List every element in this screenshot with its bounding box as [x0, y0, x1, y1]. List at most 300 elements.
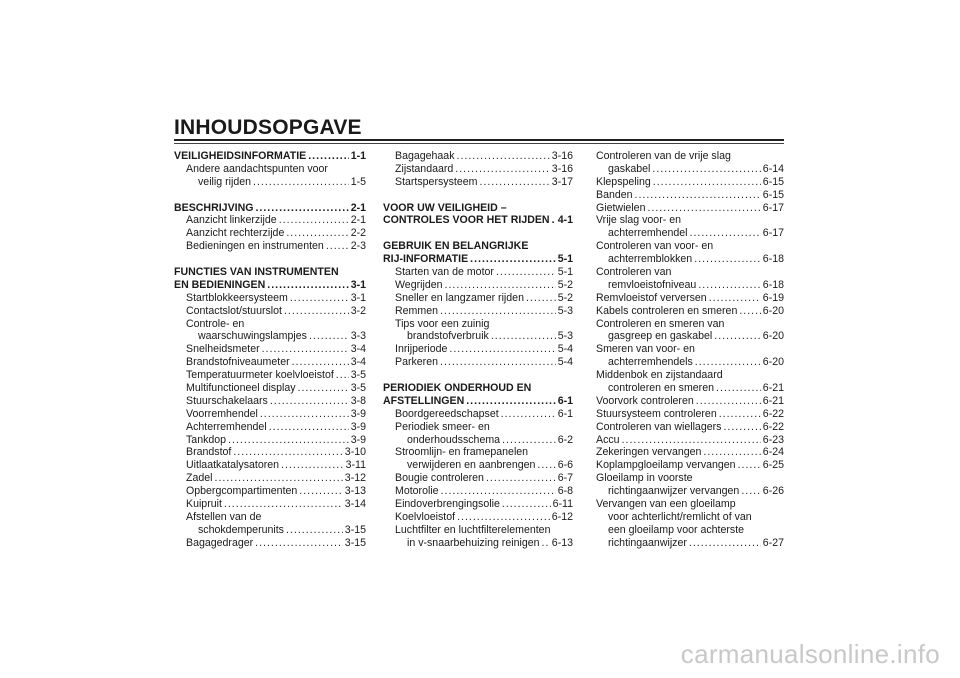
toc-page-number: 3-8 — [350, 394, 366, 407]
dot-leader — [696, 395, 761, 408]
toc-entry-text: Klepspeling — [596, 175, 651, 188]
dot-leader — [537, 459, 555, 472]
toc-page-number: 3-3 — [350, 330, 366, 343]
dot-leader — [703, 446, 760, 459]
toc-entry-text: achterremhendels — [608, 356, 693, 369]
toc-entry-text: BESCHRIJVING — [174, 201, 254, 214]
toc-page-number: 6-17 — [762, 227, 784, 240]
toc-entry-text: Accu — [596, 433, 620, 446]
toc-page-number: 1-5 — [350, 175, 366, 188]
toc-entry-text: EN BEDIENINGEN — [174, 278, 266, 291]
dot-leader — [262, 343, 349, 356]
dot-leader — [255, 202, 348, 215]
dot-leader — [309, 330, 349, 343]
page-title: INHOUDSOPGAVE — [174, 116, 362, 139]
toc-entry — [174, 421, 366, 434]
dot-leader — [215, 472, 343, 485]
toc-entry-text: Eindoverbrengingsolie — [395, 498, 500, 511]
toc-spacer — [383, 189, 573, 202]
dot-leader — [719, 408, 761, 421]
dot-leader — [286, 524, 343, 537]
dot-leader — [690, 227, 761, 240]
toc-section-heading — [383, 253, 573, 266]
dot-leader — [281, 459, 344, 472]
dot-leader — [470, 253, 556, 266]
toc-entry-text: Luchtfilter en luchtfilterelementen — [395, 523, 551, 536]
toc-entry — [596, 318, 784, 331]
toc-entry — [174, 227, 366, 240]
dot-leader — [741, 485, 760, 498]
toc-page-number: 2-1 — [350, 214, 366, 227]
dot-leader — [269, 421, 349, 434]
toc-entry-text: Boordgereedschapset — [395, 407, 499, 420]
toc-entry-text: Aanzicht linkerzijde — [186, 214, 277, 227]
dot-leader — [267, 279, 348, 292]
toc-entry-text: Periodiek smeer- en — [395, 420, 490, 433]
toc-entry-text: FUNCTIES VAN INSTRUMENTEN — [174, 266, 339, 279]
toc-entry-text: Kuipruit — [186, 498, 222, 511]
toc-entry — [596, 524, 784, 537]
toc-entry-text: schokdemperunits — [198, 523, 284, 536]
dot-leader — [739, 305, 760, 318]
toc-entry — [596, 382, 784, 395]
toc-page-number: 5-1 — [557, 266, 573, 279]
toc-entry-text: Tankdop — [186, 433, 227, 446]
dot-leader — [253, 176, 349, 189]
toc-entry — [596, 202, 784, 215]
toc-entry-text: Multifunctioneel display — [186, 382, 296, 395]
dot-leader — [723, 421, 760, 434]
toc-entry — [596, 369, 784, 382]
toc-entry — [596, 266, 784, 279]
toc-entry — [383, 150, 573, 163]
toc-entry-text: Controleren van — [596, 266, 672, 279]
toc-entry — [596, 537, 784, 550]
toc-entry — [596, 511, 784, 524]
toc-entry — [174, 485, 366, 498]
dot-leader — [716, 382, 761, 395]
toc-entry — [174, 395, 366, 408]
toc-entry — [596, 292, 784, 305]
dot-leader — [486, 472, 556, 485]
toc-entry-text: Tips voor een zuinig — [395, 317, 490, 330]
toc-entry-text: Zadel — [186, 472, 213, 485]
toc-entry — [383, 524, 573, 537]
toc-page-number: 2-2 — [350, 227, 366, 240]
dot-leader — [455, 163, 550, 176]
toc-page-number: 3-1 — [350, 278, 366, 291]
toc-page-number: 6-20 — [762, 304, 784, 317]
toc-entry — [596, 472, 784, 485]
toc-entry-text: Uitlaatkatalysatoren — [186, 459, 280, 472]
toc-entry-text: Koplampgloeilamp vervangen — [596, 459, 736, 472]
toc-page-number: 1-1 — [350, 150, 366, 162]
toc-entry — [383, 266, 573, 279]
dot-leader — [635, 189, 761, 202]
toc-entry — [383, 434, 573, 447]
toc-entry-text: Controleren van wiellagers — [596, 420, 722, 433]
dot-leader — [286, 227, 348, 240]
toc-column-3 — [596, 150, 784, 550]
toc-entry-text: Aanzicht rechterzijde — [186, 227, 285, 240]
toc-page-number: 6-13 — [551, 536, 573, 549]
toc-entry — [174, 176, 366, 189]
dot-leader — [496, 266, 556, 279]
toc-entry-text: Starten van de motor — [395, 266, 494, 279]
toc-entry — [596, 253, 784, 266]
toc-entry-text: Remmen — [395, 304, 438, 317]
toc-entry — [383, 305, 573, 318]
dot-leader — [738, 459, 761, 472]
watermark: carmanualsonline.info — [680, 639, 940, 669]
toc-entry-text: Vervangen van een gloeilamp — [596, 498, 736, 511]
toc-entry — [383, 176, 573, 189]
toc-entry — [596, 408, 784, 421]
toc-page-number: 3-2 — [350, 304, 366, 317]
toc-entry-text: waarschuwingslampjes — [198, 330, 307, 343]
toc-entry-text: Controleren van de vrije slag — [596, 150, 731, 162]
toc-entry — [174, 163, 366, 176]
toc-entry — [596, 150, 784, 163]
toc-page-number: 3-11 — [345, 459, 366, 472]
dot-leader — [466, 395, 555, 408]
toc-entry — [383, 356, 573, 369]
dot-leader — [290, 292, 349, 305]
toc-entry-text: Startblokkeersysteem — [186, 291, 288, 304]
toc-page-number: 5-4 — [557, 343, 573, 356]
title-rule — [174, 139, 784, 141]
toc-page-number: 3-4 — [350, 356, 366, 369]
dot-leader — [440, 356, 556, 369]
dot-leader — [502, 498, 551, 511]
toc-entry — [596, 163, 784, 176]
toc-entry-text: een gloeilamp voor achterste — [608, 523, 745, 536]
toc-entry-text: achterremhendel — [608, 227, 688, 240]
toc-page-number: 6-1 — [557, 394, 573, 407]
toc-spacer — [383, 369, 573, 382]
toc-column-2 — [383, 150, 573, 550]
toc-entry-text: Bagagedrager — [186, 536, 254, 549]
toc-entry-text: Bedieningen en instrumenten — [186, 240, 324, 253]
toc-page-number: 3-16 — [551, 150, 573, 162]
toc-page-number: 3-12 — [344, 472, 366, 485]
dot-leader — [260, 408, 349, 421]
toc-entry — [383, 537, 573, 550]
toc-entry — [174, 369, 366, 382]
toc-section-heading — [383, 214, 573, 227]
dot-leader — [622, 434, 761, 447]
toc-page-number: 6-20 — [762, 356, 784, 369]
toc-page-number: 3-5 — [350, 369, 366, 382]
toc-page-number: 3-5 — [350, 382, 366, 395]
toc-entry-text: Bougie controleren — [395, 472, 484, 485]
toc-section-heading — [383, 382, 573, 395]
toc-entry-text: Zekeringen vervangen — [596, 446, 702, 459]
toc-entry — [383, 408, 573, 421]
toc-page-number: 5-1 — [557, 253, 573, 266]
toc-entry — [383, 292, 573, 305]
dot-leader — [308, 150, 348, 163]
dot-leader — [445, 279, 556, 292]
dot-leader — [292, 356, 349, 369]
toc-page-number: 6-11 — [552, 498, 573, 511]
toc-entry — [174, 356, 366, 369]
toc-entry-text: achterremblokken — [608, 253, 693, 266]
toc-entry — [596, 279, 784, 292]
toc-page-number: 3-4 — [350, 343, 366, 356]
toc-section-heading — [383, 240, 573, 253]
toc-entry-text: VOOR UW VEILIGHEID – — [383, 201, 507, 214]
toc-entry-text: Voorremhendel — [186, 407, 258, 420]
toc-column-1 — [174, 150, 366, 550]
toc-section-heading — [174, 150, 366, 163]
toc-page-number: 6-25 — [762, 459, 784, 472]
toc-entry — [596, 498, 784, 511]
toc-entry-text: Stroomlijn- en framepanelen — [395, 446, 529, 459]
toc-page-number: 6-15 — [762, 175, 784, 188]
toc-page-number: 6-17 — [762, 201, 784, 214]
toc-entry — [383, 279, 573, 292]
dot-leader — [336, 369, 349, 382]
toc-page-number: 2-3 — [350, 240, 366, 253]
toc-page-number: 5-2 — [557, 291, 573, 304]
toc-page-number: 6-12 — [551, 510, 573, 523]
toc-entry-text: Brandstof — [186, 446, 232, 459]
toc-entry-text: AFSTELLINGEN — [383, 394, 465, 407]
toc-entry-text: GEBRUIK EN BELANGRIJKE — [383, 240, 529, 253]
toc-page-number: 6-23 — [762, 433, 784, 446]
toc-page-number: 3-14 — [344, 498, 366, 511]
toc-page-number: 6-19 — [762, 291, 784, 304]
toc-page-number: 6-18 — [762, 278, 784, 291]
toc-entry — [596, 356, 784, 369]
toc-page-number: 3-15 — [344, 536, 366, 549]
toc-entry-text: Koelvloeistof — [395, 510, 456, 523]
toc-page-number: 6-22 — [762, 420, 784, 433]
toc-entry — [383, 318, 573, 331]
toc-entry-text: Parkeren — [395, 356, 438, 369]
toc-entry-text: Stuurschakelaars — [186, 394, 268, 407]
dot-leader — [709, 292, 761, 305]
toc-entry — [174, 511, 366, 524]
toc-entry — [174, 382, 366, 395]
toc-entry-text: Contactslot/stuurslot — [186, 304, 282, 317]
toc-entry — [596, 214, 784, 227]
toc-page-number: 6-27 — [762, 536, 784, 549]
toc-entry-text: VEILIGHEIDSINFORMATIE — [174, 150, 307, 162]
toc-page-number: 6-2 — [557, 433, 573, 446]
toc-section-heading — [174, 202, 366, 215]
toc-section-heading — [174, 279, 366, 292]
dot-leader — [479, 176, 549, 189]
toc-entry — [174, 318, 366, 331]
toc-entry — [596, 421, 784, 434]
dot-leader — [695, 356, 761, 369]
dot-leader — [714, 330, 761, 343]
toc-entry — [596, 434, 784, 447]
toc-entry-text: Andere aandachtspunten voor — [186, 162, 328, 175]
toc-page-number: 2-1 — [350, 201, 366, 214]
toc-entry — [596, 227, 784, 240]
dot-leader — [457, 511, 550, 524]
toc-entry — [596, 240, 784, 253]
toc-spacer — [383, 227, 573, 240]
toc-page-number: 5-4 — [557, 356, 573, 369]
toc-entry — [174, 408, 366, 421]
toc-entry — [596, 330, 784, 343]
toc-entry — [383, 459, 573, 472]
toc-entry — [174, 472, 366, 485]
toc-entry-text: Gloeilamp in voorste — [596, 472, 693, 485]
dot-leader — [652, 163, 760, 176]
toc-entry-text: Stuursysteem controleren — [596, 407, 717, 420]
toc-page-number: 6-14 — [762, 162, 784, 175]
dot-leader — [255, 537, 343, 550]
dot-leader — [689, 537, 761, 550]
toc-entry — [174, 330, 366, 343]
dot-leader — [502, 434, 556, 447]
toc-page-number: 6-21 — [762, 394, 784, 407]
toc-entry — [383, 330, 573, 343]
dot-leader — [326, 240, 349, 253]
toc-entry — [596, 395, 784, 408]
toc-entry-text: Achterremhendel — [186, 420, 267, 433]
dot-leader — [279, 214, 349, 227]
toc-entry-text: Brandstofniveaumeter — [186, 356, 290, 369]
toc-entry-text: voor achterlicht/remlicht of van — [608, 510, 752, 523]
toc-entry-text: gaskabel — [608, 162, 651, 175]
toc-page-number: 4-1 — [557, 214, 573, 227]
toc-entry — [383, 421, 573, 434]
toc-entry-text: veilig rijden — [198, 175, 251, 188]
toc-page-number: 3-16 — [551, 162, 573, 175]
toc-page-number: 6-26 — [762, 485, 784, 498]
toc-entry — [383, 472, 573, 485]
toc-entry-text: PERIODIEK ONDERHOUD EN — [383, 382, 532, 395]
toc-entry — [174, 446, 366, 459]
toc-entry-text: CONTROLES VOOR HET RIJDEN — [383, 214, 550, 227]
toc-entry — [383, 498, 573, 511]
dot-leader — [228, 434, 349, 447]
toc-entry-text: Controleren van voor- en — [596, 240, 714, 253]
toc-page-number: 3-9 — [350, 407, 366, 420]
toc-entry-text: Snelheidsmeter — [186, 343, 260, 356]
toc-entry-text: verwijderen en aanbrengen — [407, 459, 536, 472]
toc-entry-text: Kabels controleren en smeren — [596, 304, 738, 317]
dot-leader — [299, 485, 343, 498]
toc-spacer — [174, 189, 366, 202]
toc-entry-text: Wegrijden — [395, 278, 443, 291]
dot-leader — [441, 485, 556, 498]
toc-section-heading — [383, 202, 573, 215]
toc-entry — [383, 446, 573, 459]
dot-leader — [552, 214, 556, 227]
dot-leader — [224, 498, 343, 511]
toc-section-heading — [174, 266, 366, 279]
toc-page-number: 3-1 — [350, 291, 366, 304]
toc-entry — [596, 343, 784, 356]
toc-page-number: 6-8 — [557, 485, 573, 498]
toc-entry — [596, 176, 784, 189]
dot-leader — [270, 395, 349, 408]
toc-page-number: 3-9 — [350, 420, 366, 433]
toc-page-number: 5-3 — [557, 330, 573, 343]
toc-page-number: 6-21 — [762, 382, 784, 395]
dot-leader — [542, 537, 550, 550]
toc-page-number: 6-24 — [762, 446, 784, 459]
toc-entry-text: Motorolie — [395, 485, 439, 498]
toc-page-number: 6-18 — [762, 253, 784, 266]
toc-page-number: 6-15 — [762, 188, 784, 201]
toc-entry-text: Middenbok en zijstandaard — [596, 369, 723, 382]
toc-entry-text: richtingaanwijzer — [608, 536, 687, 549]
toc-entry-text: Bagagehaak — [395, 150, 455, 162]
dot-leader — [440, 305, 556, 318]
dot-leader — [233, 446, 342, 459]
toc-page-number: 5-3 — [557, 304, 573, 317]
toc-entry — [596, 459, 784, 472]
toc-page-number: 5-2 — [557, 278, 573, 291]
toc-page-number: 6-22 — [762, 407, 784, 420]
dot-leader — [694, 253, 761, 266]
toc-entry-text: Remvloeistof verversen — [596, 291, 707, 304]
toc-entry — [596, 189, 784, 202]
title-rule-thin — [174, 143, 784, 144]
toc-section-heading — [383, 395, 573, 408]
toc-entry — [174, 524, 366, 537]
toc-entry-text: Startspersysteem — [395, 175, 478, 188]
toc-entry-text: Zijstandaard — [395, 162, 454, 175]
toc-entry — [174, 459, 366, 472]
toc-entry-text: Opbergcompartimenten — [186, 485, 298, 498]
toc-entry-text: Banden — [596, 188, 633, 201]
toc-entry-text: RIJ-INFORMATIE — [383, 253, 469, 266]
toc-page-number: 3-10 — [344, 446, 366, 459]
toc-entry — [383, 343, 573, 356]
toc-entry — [174, 214, 366, 227]
toc-entry-text: Temperatuurmeter koelvloeistof — [186, 369, 334, 382]
toc-page-number: 3-13 — [344, 485, 366, 498]
toc-entry-text: Controle- en — [186, 317, 245, 330]
toc-page-number: 6-1 — [557, 407, 573, 420]
toc-entry-text: remvloeistofniveau — [608, 278, 697, 291]
toc-entry — [596, 485, 784, 498]
toc-entry-text: gasgreep en gaskabel — [608, 330, 713, 343]
toc-entry — [174, 292, 366, 305]
dot-leader — [284, 305, 349, 318]
toc-page-number: 6-6 — [557, 459, 573, 472]
toc-entry-text: Gietwielen — [596, 201, 646, 214]
toc-entry-text: brandstofverbruik — [407, 330, 489, 343]
toc-entry-text: Inrijperiode — [395, 343, 448, 356]
dot-leader — [449, 343, 555, 356]
toc-entry — [383, 485, 573, 498]
toc-entry — [596, 446, 784, 459]
dot-leader — [501, 408, 556, 421]
toc-entry-text: Vrije slag voor- en — [596, 214, 681, 227]
dot-leader — [526, 292, 556, 305]
toc-entry — [174, 240, 366, 253]
dot-leader — [698, 279, 760, 292]
toc-entry-text: Sneller en langzamer rijden — [395, 291, 524, 304]
toc-page-number: 3-17 — [551, 175, 573, 188]
toc-entry-text: richtingaanwijzer vervangen — [608, 485, 740, 498]
toc-entry — [596, 305, 784, 318]
toc-entry-text: Afstellen van de — [186, 510, 262, 523]
toc-page-number: 3-15 — [344, 523, 366, 536]
toc-entry — [174, 498, 366, 511]
toc-entry-text: controleren en smeren — [608, 382, 714, 395]
